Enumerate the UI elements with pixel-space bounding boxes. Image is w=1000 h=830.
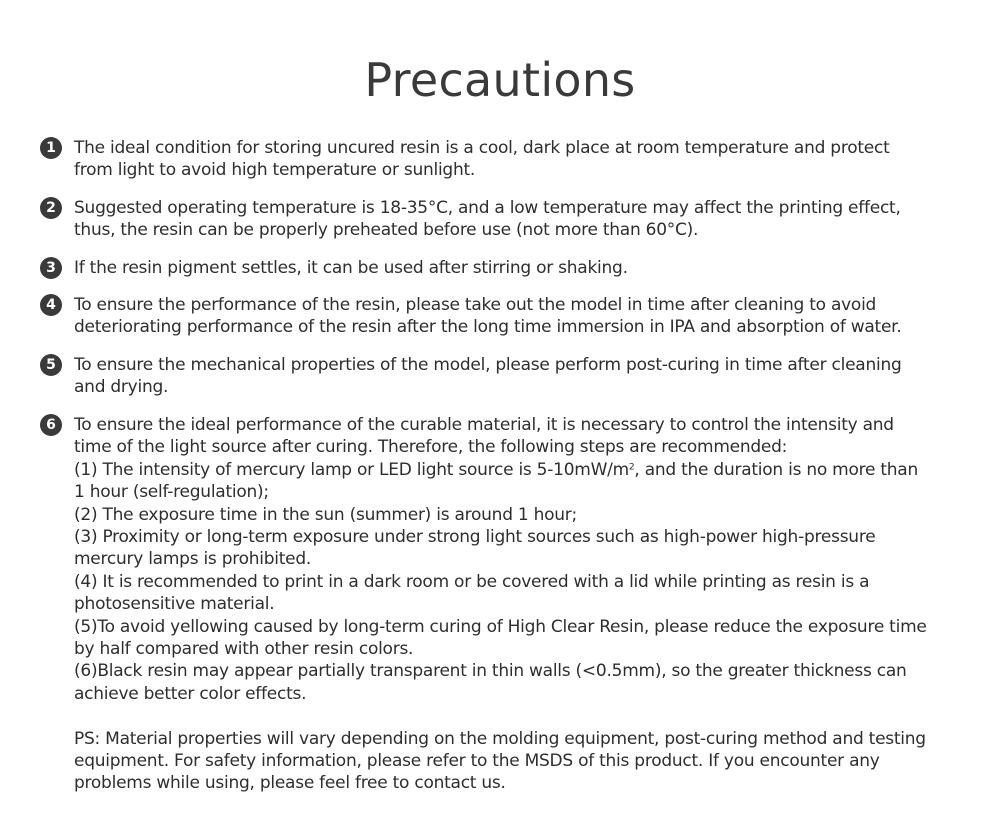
text-line: The ideal condition for storing uncured resin is a cool, dark place at room temperature and protect [74, 138, 890, 158]
precaution-text-4 [74, 294, 954, 339]
ps-line: equipment. For safety information, please refer to the MSDS of this product. If you encounter any [74, 751, 880, 772]
text-line: by half compared with other resin colors. [74, 639, 414, 660]
number-1-badge: 1 [40, 137, 62, 159]
text-line: time of the light source after curing. Therefore, the following steps are recommended: [74, 437, 788, 458]
precaution-item-6 [40, 414, 970, 795]
page-title: Precautions [364, 53, 636, 107]
precaution-text-2 [74, 197, 954, 242]
number-6-badge: 6 [40, 414, 62, 436]
text-line: 1 hour (self-regulation); [74, 482, 269, 503]
text-line: (4) It is recommended to print in a dark room or be covered with a lid while printing as resin is a [74, 571, 870, 592]
text-line: (2) The exposure time in the sun (summer) is around 1 hour; [74, 504, 578, 525]
text-line: (5)To avoid yellowing caused by long-term curing of High Clear Resin, please reduce the exposure time [74, 616, 927, 637]
text-line [74, 459, 954, 481]
text-line: To ensure the mechanical properties of the model, please perform post-curing in time after cleaning [74, 355, 902, 375]
precaution-text-1 [74, 137, 954, 182]
text-line: Suggested operating temperature is 18-35°C, and a low temperature may affect the printing effect, [74, 198, 901, 218]
text-line: deteriorating performance of the resin after the long time immersion in IPA and absorption of water. [74, 317, 902, 338]
text-line: To ensure the ideal performance of the curable material, it is necessary to control the intensity and [74, 415, 894, 435]
text-line: and drying. [74, 377, 169, 398]
precaution-item-3 [40, 257, 970, 279]
text-line: (3) Proximity or long-term exposure under strong light sources such as high-power high-pressure [74, 527, 876, 548]
number-2-badge: 2 [40, 197, 62, 219]
text-line: If the resin pigment settles, it can be used after stirring or shaking. [74, 258, 628, 278]
paragraph-gap [74, 705, 954, 727]
number-4-badge: 4 [40, 294, 62, 316]
precaution-text-5 [74, 354, 954, 399]
number-5-badge: 5 [40, 354, 62, 376]
number-3-badge: 3 [40, 257, 62, 279]
precaution-item-1 [40, 137, 970, 182]
superscript: 2 [628, 462, 635, 473]
precaution-text-3 [74, 257, 954, 279]
text-line: thus, the resin can be properly preheated before use (not more than 60°C). [74, 220, 699, 241]
text-fragment: (1) The intensity of mercury lamp or LED light source is 5-10mW/m [74, 459, 629, 480]
ps-line: problems while using, please feel free to contact us. [74, 773, 506, 794]
text-line: from light to avoid high temperature or sunlight. [74, 160, 476, 181]
text-line: To ensure the performance of the resin, please take out the model in time after cleaning to avoid [74, 295, 877, 315]
ps-line: PS: Material properties will vary depending on the molding equipment, post-curing method and testing [74, 728, 926, 749]
precaution-item-2 [40, 197, 970, 242]
precaution-item-4 [40, 294, 970, 339]
text-line: photosensitive material. [74, 594, 275, 615]
text-fragment: , and the duration is no more than [634, 459, 918, 480]
text-line: mercury lamps is prohibited. [74, 549, 312, 570]
text-line: (6)Black resin may appear partially transparent in thin walls (<0.5mm), so the greater thickness can [74, 661, 907, 682]
text-line: achieve better color effects. [74, 683, 307, 704]
precaution-item-5 [40, 354, 970, 399]
precaution-text-6 [74, 414, 954, 795]
